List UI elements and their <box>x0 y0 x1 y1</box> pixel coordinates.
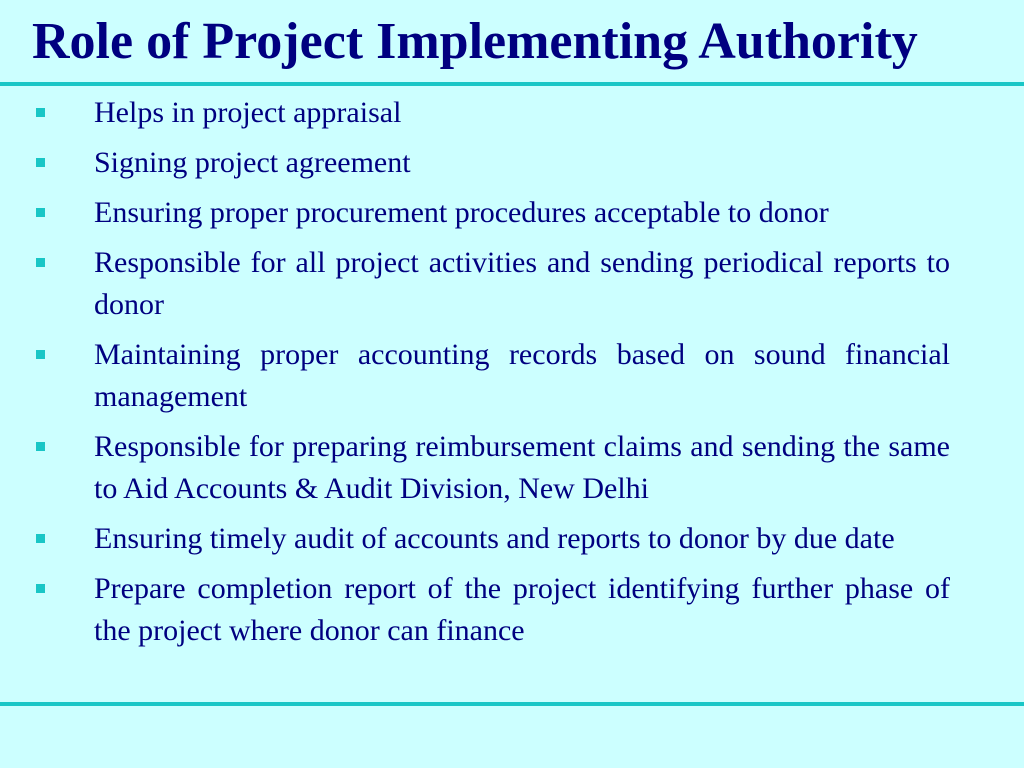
footer-divider <box>0 702 1024 706</box>
square-bullet-icon <box>36 534 45 543</box>
bullet-item <box>0 568 1024 652</box>
slide-title: Role of Project Implementing Authority <box>32 13 918 70</box>
bullet-text: Ensuring proper procurement procedures acceptable to donor <box>94 196 829 229</box>
square-bullet-icon <box>36 208 45 217</box>
bullet-text: Helps in project appraisal <box>94 96 402 129</box>
bullet-text: Responsible for preparing reimbursement claims and sending the same to Aid Accounts & Audit Division, New Delhi <box>94 430 950 505</box>
bullet-item <box>0 334 1024 418</box>
square-bullet-icon <box>36 442 45 451</box>
square-bullet-icon <box>36 158 45 167</box>
bullet-text: Responsible for all project activities and sending periodical reports to donor <box>94 246 950 321</box>
bullet-text: Ensuring timely audit of accounts and reports to donor by due date <box>94 522 895 555</box>
bullet-list <box>0 92 1024 660</box>
bullet-item <box>0 142 1024 184</box>
square-bullet-icon <box>36 584 45 593</box>
square-bullet-icon <box>36 258 45 267</box>
square-bullet-icon <box>36 350 45 359</box>
bullet-item <box>0 192 1024 234</box>
bullet-item <box>0 426 1024 510</box>
bullet-item <box>0 242 1024 326</box>
bullet-text: Maintaining proper accounting records based on sound financial management <box>94 338 950 413</box>
title-divider <box>0 82 1024 86</box>
square-bullet-icon <box>36 108 45 117</box>
bullet-item <box>0 518 1024 560</box>
bullet-text: Signing project agreement <box>94 146 411 179</box>
bullet-text: Prepare completion report of the project identifying further phase of the project where donor can finance <box>94 572 950 647</box>
bullet-item <box>0 92 1024 134</box>
